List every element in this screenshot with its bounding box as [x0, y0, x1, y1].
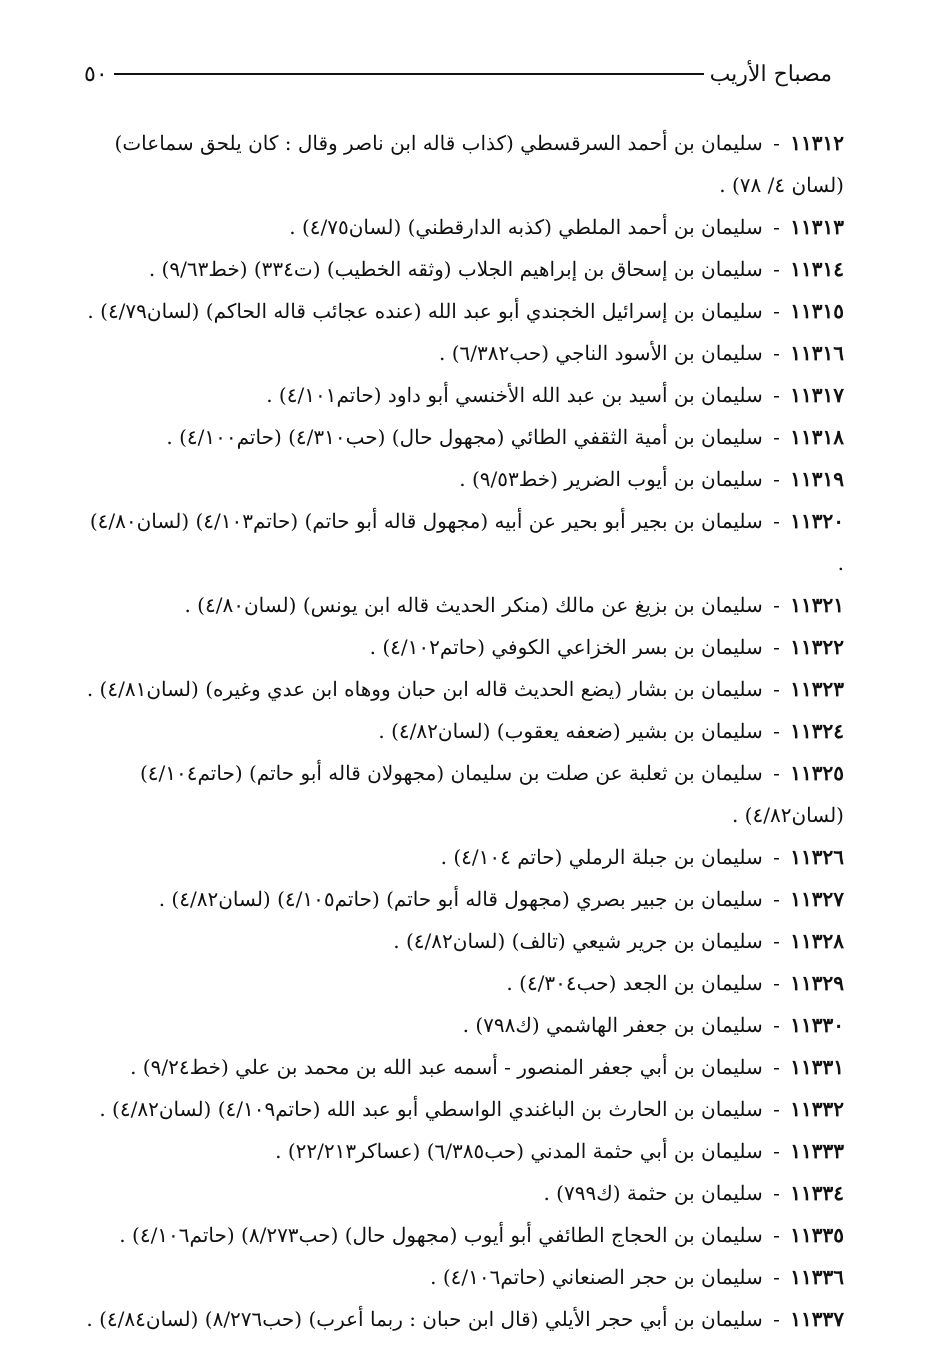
list-item: ١١٣١٣ - سليمان بن أحمد الملطي (كذبه الدارقطني) (لسان٤/٧٥) . — [289, 215, 844, 239]
list-item: ١١٣٣٤ - سليمان بن حثمة (ك٧٩٩) . — [543, 1181, 844, 1205]
entry-number: ١١٣٢١ — [790, 593, 844, 617]
entry-number: ١١٣٣٧ — [790, 1307, 844, 1331]
entry-text: سليمان بن أمية الثقفي الطائي (مجهول حال) (حب٤/٣١٠) (حاتم٤/١٠٠) . — [166, 425, 763, 449]
entry-text: سليمان بن إسرائيل الخجندي أبو عبد الله (عنده عجائب قاله الحاكم) (لسان٤/٧٩) . — [87, 299, 763, 323]
list-item: ١١٣٢٨ - سليمان بن جرير شيعي (تالف) (لسان٤/٨٢) . — [393, 929, 844, 953]
entry-text: سليمان بن حجر الصنعاني (حاتم٤/١٠٦) . — [430, 1265, 763, 1289]
entry-text: سليمان بن بشير (ضعفه يعقوب) (لسان٤/٨٢) . — [378, 719, 763, 743]
entry-text: سليمان بن أحمد الملطي (كذبه الدارقطني) (لسان٤/٧٥) . — [289, 215, 763, 239]
list-item: ١١٣٢١ - سليمان بن بزيغ عن مالك (منكر الحديث قاله ابن يونس) (لسان٤/٨٠) . — [184, 593, 844, 617]
list-item: ١١٣٣١ - سليمان بن أبي جعفر المنصور - أسمه عبد الله بن محمد بن علي (خط٩/٢٤) . — [130, 1055, 844, 1079]
list-item: ١١٣٢٣ - سليمان بن بشار (يضع الحديث قاله ابن حبان ووهاه ابن عدي وغيره) (لسان٤/٨١) . — [86, 677, 844, 701]
entry-number: ١١٣٢٢ — [790, 635, 844, 659]
entry-number: ١١٣٢٦ — [790, 845, 844, 869]
entry-number: ١١٣١٥ — [790, 299, 844, 323]
entry-text: سليمان بن أحمد السرقسطي (كذاب قاله ابن ناصر وقال : كان يلحق سماعات) (لسان ٤/ ٧٨) . — [114, 131, 844, 197]
entry-text: سليمان بن بجير أبو بحير عن أبيه (مجهول قاله أبو حاتم) (حاتم٤/١٠٣) (لسان٤/٨٠) . — [89, 509, 844, 575]
entry-text: سليمان بن أيوب الضرير (خط٩/٥٣) . — [459, 467, 763, 491]
entry-text: سليمان بن أبي حثمة المدني (حب٦/٣٨٥) (عساكر٢٢/٢١٣) . — [275, 1139, 763, 1163]
entry-text: سليمان بن بسر الخزاعي الكوفي (حاتم٤/١٠٢) . — [369, 635, 763, 659]
entry-number: ١١٣٢٧ — [790, 887, 844, 911]
entry-text: سليمان بن أسيد بن عبد الله الأخنسي أبو داود (حاتم٤/١٠١) . — [266, 383, 763, 407]
list-item: ١١٣٣٥ - سليمان بن الحجاج الطائفي أبو أيوب (مجهول حال) (حب٨/٢٧٣) (حاتم٤/١٠٦) . — [119, 1223, 844, 1247]
entry-number: ١١٣١٧ — [790, 383, 844, 407]
list-item: ١١٣١٤ - سليمان بن إسحاق بن إبراهيم الجلاب (وثقه الخطيب) (ت٣٣٤) (خط٩/٦٣) . — [148, 257, 844, 281]
header-rule — [114, 73, 704, 75]
entry-text: سليمان بن الحارث بن الباغندي الواسطي أبو عبد الله (حاتم٤/١٠٩) (لسان٤/٨٢) . — [99, 1097, 763, 1121]
entry-text: سليمان بن الحجاج الطائفي أبو أيوب (مجهول حال) (حب٨/٢٧٣) (حاتم٤/١٠٦) . — [119, 1223, 763, 1247]
entry-number: ١١٣٣٢ — [790, 1097, 844, 1121]
entry-number: ١١٣٣٤ — [790, 1181, 844, 1205]
list-item: ١١٣٢٦ - سليمان بن جبلة الرملي (حاتم ٤/١٠٤) . — [440, 845, 844, 869]
entry-number: ١١٣٢٩ — [790, 971, 844, 995]
entry-list — [80, 122, 844, 1340]
page-header — [70, 56, 846, 92]
entry-text: سليمان بن إسحاق بن إبراهيم الجلاب (وثقه الخطيب) (ت٣٣٤) (خط٩/٦٣) . — [148, 257, 763, 281]
list-item: ١١٣٢٢ - سليمان بن بسر الخزاعي الكوفي (حاتم٤/١٠٢) . — [369, 635, 844, 659]
entry-text: سليمان بن جرير شيعي (تالف) (لسان٤/٨٢) . — [393, 929, 763, 953]
page-number: ٥٠ — [84, 61, 108, 87]
entry-text: سليمان بن ثعلبة عن صلت بن سليمان (مجهولان قاله أبو حاتم) (حاتم٤/١٠٤) (لسان٤/٨٢) . — [139, 761, 844, 827]
entry-number: ١١٣١٦ — [790, 341, 844, 365]
list-item: ١١٣٣٦ - سليمان بن حجر الصنعاني (حاتم٤/١٠٦) . — [430, 1265, 844, 1289]
entry-number: ١١٣١٤ — [790, 257, 844, 281]
entry-number: ١١٣٣٥ — [790, 1223, 844, 1247]
entry-number: ١١٣٢٤ — [790, 719, 844, 743]
list-item: ١١٣٢٠ - سليمان بن بجير أبو بحير عن أبيه (مجهول قاله أبو حاتم) (حاتم٤/١٠٣) (لسان٤/٨٠) . — [89, 509, 844, 575]
entry-number: ١١٣١٢ — [790, 131, 844, 155]
entry-text: سليمان بن أبي حجر الأيلي (قال ابن حبان : ربما أعرب) (حب٨/٢٧٦) (لسان٤/٨٤) . — [86, 1307, 763, 1331]
list-item: ١١٣١٩ - سليمان بن أيوب الضرير (خط٩/٥٣) . — [459, 467, 844, 491]
entry-number: ١١٣٣١ — [790, 1055, 844, 1079]
list-item: ١١٣٢٧ - سليمان بن جبير بصري (مجهول قاله أبو حاتم) (حاتم٤/١٠٥) (لسان٤/٨٢) . — [158, 887, 844, 911]
entry-text: سليمان بن جبلة الرملي (حاتم ٤/١٠٤) . — [440, 845, 763, 869]
entry-text: سليمان بن جعفر الهاشمي (ك٧٩٨) . — [462, 1013, 763, 1037]
entry-text: سليمان بن بزيغ عن مالك (منكر الحديث قاله ابن يونس) (لسان٤/٨٠) . — [184, 593, 763, 617]
list-item: ١١٣٢٤ - سليمان بن بشير (ضعفه يعقوب) (لسان٤/٨٢) . — [378, 719, 844, 743]
list-item: ١١٣٢٥ - سليمان بن ثعلبة عن صلت بن سليمان (مجهولان قاله أبو حاتم) (حاتم٤/١٠٤) (لسان٤/٨٢) . — [139, 761, 844, 827]
running-title: مصباح الأريب — [709, 61, 832, 87]
entry-number: ١١٣٣٣ — [790, 1139, 844, 1163]
entry-text: سليمان بن جبير بصري (مجهول قاله أبو حاتم) (حاتم٤/١٠٥) (لسان٤/٨٢) . — [158, 887, 763, 911]
list-item: ١١٣١٥ - سليمان بن إسرائيل الخجندي أبو عبد الله (عنده عجائب قاله الحاكم) (لسان٤/٧٩) . — [87, 299, 844, 323]
list-item: ١١٣١٢ - سليمان بن أحمد السرقسطي (كذاب قاله ابن ناصر وقال : كان يلحق سماعات) (لسان ٤/ ٧٨) . — [114, 131, 844, 197]
list-item: ١١٣٢٩ - سليمان بن الجعد (حب٤/٣٠٤) . — [506, 971, 844, 995]
list-item: ١١٣٣٧ - سليمان بن أبي حجر الأيلي (قال ابن حبان : ربما أعرب) (حب٨/٢٧٦) (لسان٤/٨٤) . — [86, 1307, 844, 1331]
entry-number: ١١٣١٩ — [790, 467, 844, 491]
entry-number: ١١٣٣٦ — [790, 1265, 844, 1289]
entry-number: ١١٣١٨ — [790, 425, 844, 449]
entry-text: سليمان بن الجعد (حب٤/٣٠٤) . — [506, 971, 763, 995]
entry-text: سليمان بن أبي جعفر المنصور - أسمه عبد الله بن محمد بن علي (خط٩/٢٤) . — [130, 1055, 763, 1079]
entry-number: ١١٣١٣ — [790, 215, 844, 239]
entry-text: سليمان بن بشار (يضع الحديث قاله ابن حبان ووهاه ابن عدي وغيره) (لسان٤/٨١) . — [86, 677, 763, 701]
list-item: ١١٣١٧ - سليمان بن أسيد بن عبد الله الأخنسي أبو داود (حاتم٤/١٠١) . — [266, 383, 844, 407]
entry-text: سليمان بن الأسود الناجي (حب٦/٣٨٢) . — [438, 341, 763, 365]
entry-number: ١١٣٢٥ — [790, 761, 844, 785]
entry-number: ١١٣٣٠ — [790, 1013, 844, 1037]
entry-number: ١١٣٢٣ — [790, 677, 844, 701]
list-item: ١١٣٣٠ - سليمان بن جعفر الهاشمي (ك٧٩٨) . — [462, 1013, 844, 1037]
entry-number: ١١٣٢٠ — [790, 509, 844, 533]
list-item: ١١٣٣٢ - سليمان بن الحارث بن الباغندي الواسطي أبو عبد الله (حاتم٤/١٠٩) (لسان٤/٨٢) . — [99, 1097, 844, 1121]
list-item: ١١٣١٨ - سليمان بن أمية الثقفي الطائي (مجهول حال) (حب٤/٣١٠) (حاتم٤/١٠٠) . — [166, 425, 844, 449]
list-item: ١١٣٣٣ - سليمان بن أبي حثمة المدني (حب٦/٣٨٥) (عساكر٢٢/٢١٣) . — [275, 1139, 844, 1163]
entry-text: سليمان بن حثمة (ك٧٩٩) . — [543, 1181, 763, 1205]
entry-number: ١١٣٢٨ — [790, 929, 844, 953]
list-item: ١١٣١٦ - سليمان بن الأسود الناجي (حب٦/٣٨٢) . — [438, 341, 844, 365]
